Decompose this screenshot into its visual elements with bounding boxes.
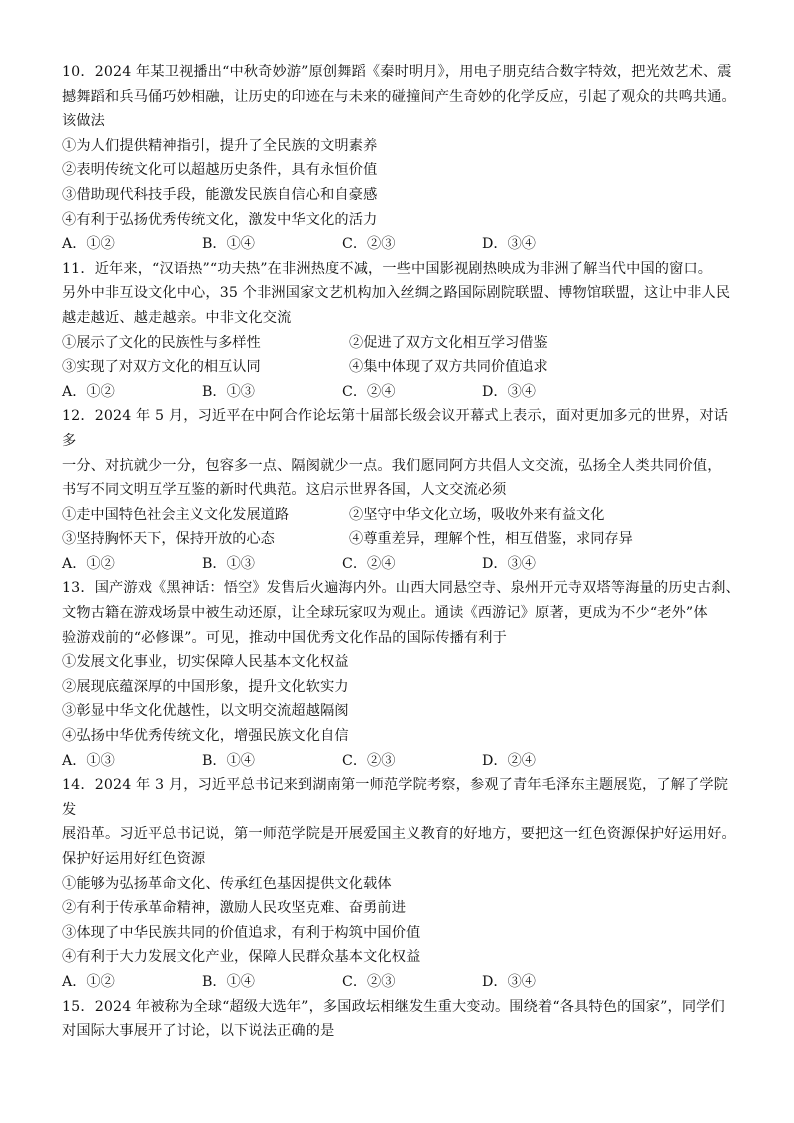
answer-b: B．①④ — [202, 236, 255, 253]
answer-c: C．②④ — [342, 555, 396, 572]
answer-b: B．①③ — [202, 555, 255, 572]
option-4: ④有利于弘扬优秀传统文化，激发中华文化的活力 — [62, 211, 378, 228]
question-stem-line: 保护好运用好红色资源 — [62, 851, 206, 867]
option-3: ③彰显中华文化优越性，以文明交流超越隔阂 — [62, 703, 349, 720]
option-3: ③坚持胸怀天下，保持开放的心态 — [62, 531, 275, 548]
option-3: ③借助现代科技手段，能激发民族自信心和自豪感 — [62, 186, 378, 203]
option-1: ①展示了文化的民族性与多样性 — [62, 334, 261, 351]
answer-choices — [62, 970, 742, 995]
question-stem-line: 该做法 — [62, 113, 106, 130]
answer-c: C．②③ — [342, 236, 396, 253]
question-15 — [62, 995, 742, 1044]
option-row — [62, 331, 742, 356]
question-stem-line: 文物古籍在游戏场景中被生动还原，让全球玩家叹为观止。通读《西游记》原著，更成为不少“老外”体 — [62, 605, 708, 622]
answer-d: D．③④ — [482, 383, 536, 400]
answer-choices — [62, 749, 742, 774]
answer-a: A．①② — [62, 236, 115, 253]
question-stem-line: 撼舞蹈和兵马俑巧妙相融，让历史的印迹在与未来的碰撞间产生奇妙的化学反应，引起了观众的共鸣共通。 — [62, 88, 736, 105]
option-2: ②促进了双方文化相互学习借鉴 — [349, 334, 548, 351]
answer-choices — [62, 232, 742, 257]
answer-b: B．①④ — [202, 752, 255, 769]
question-13 — [62, 576, 742, 773]
answer-d: D．②④ — [482, 752, 536, 769]
option-2: ②表明传统文化可以超越历史条件，具有永恒价值 — [62, 162, 378, 179]
option-row — [62, 527, 742, 552]
option-4: ④有利于大力发展文化产业，保障人民群众基本文化权益 — [62, 949, 421, 966]
option-1: ①走中国特色社会主义文化发展道路 — [62, 506, 290, 523]
question-stem-line: 15．2024 年被称为全球“超级大选年”，多国政坛相继发生重大变动。围绕着“各具特色的国家”，同学们 — [62, 998, 725, 1015]
question-stem-line: 越走越近、越走越亲。中非文化交流 — [62, 309, 292, 326]
option-3: ③体现了中华民族共同的价值追求，有利于构筑中国价值 — [62, 924, 421, 941]
answer-c: C．②③ — [342, 973, 396, 990]
answer-b: B．①④ — [202, 973, 255, 990]
option-4: ④弘扬中华优秀传统文化，增强民族文化自信 — [62, 728, 349, 745]
option-1: ①发展文化事业，切实保障人民基本文化权益 — [62, 654, 349, 671]
question-stem-line: 12．2024 年 5 月，习近平在中阿合作论坛第十届部长级会议开幕式上表示，面对更加多元的世界，对话多 — [62, 408, 729, 449]
question-stem-line: 11．近年来，“汉语热”“功夫热”在非洲热度不减，一些中国影视剧热映成为非洲了解当代中国的窗口。 — [62, 260, 713, 277]
answer-b: B．①③ — [202, 383, 255, 400]
question-10 — [62, 60, 742, 257]
question-stem-line: 另外中非互设文化中心，35 个非洲国家文艺机构加入丝绸之路国际剧院联盟、博物馆联盟，这让中非人民 — [62, 285, 731, 302]
exam-page — [62, 60, 742, 1044]
question-11 — [62, 257, 742, 405]
question-stem-line: 10．2024 年某卫视播出“中秋奇妙游”原创舞蹈《秦时明月》，用电子朋克结合数字特效，把光效艺术、震 — [62, 64, 732, 80]
question-stem-line: 展沿革。习近平总书记说，第一师范学院是开展爱国主义教育的好地方，要把这一红色资源保护好运用好。 — [62, 826, 736, 843]
option-1: ①为人们提供精神指引，提升了全民族的文明素养 — [62, 137, 378, 154]
answer-d: D．③④ — [482, 236, 536, 253]
question-stem-line: 书写不同文明互学互鉴的新时代典范。这启示世界各国，人文交流必须 — [62, 482, 507, 499]
option-2: ②有利于传承革命精神，激励人民攻坚克难、奋勇前进 — [62, 900, 407, 917]
option-row — [62, 503, 742, 528]
option-2: ②展现底蕴深厚的中国形象，提升文化软实力 — [62, 678, 349, 695]
answer-a: A．①② — [62, 383, 115, 400]
option-3: ③实现了对双方文化的相互认同 — [62, 359, 261, 376]
option-row — [62, 355, 742, 380]
answer-a: A．①② — [62, 555, 115, 572]
option-4: ④尊重差异，理解个性，相互借鉴，求同存异 — [349, 531, 633, 548]
question-stem-line: 14．2024 年 3 月，习近平总书记来到湖南第一师范学院考察，参观了青年毛泽东主题展览，了解了学院发 — [62, 777, 729, 818]
option-4: ④集中体现了双方共同价值追求 — [349, 359, 548, 376]
question-stem-line: 13．国产游戏《黑神话：悟空》发售后火遍海内外。山西大同悬空寺、泉州开元寺双塔等海量的历史古刹、 — [62, 580, 740, 597]
question-12 — [62, 404, 742, 576]
option-2: ②坚守中华文化立场，吸收外来有益文化 — [349, 506, 605, 523]
question-stem-line: 验游戏前的“必修课”。可见，推动中国优秀文化作品的国际传播有利于 — [62, 629, 507, 646]
answer-a: A．①③ — [62, 752, 115, 769]
answer-d: D．③④ — [482, 555, 536, 572]
answer-d: D．③④ — [482, 973, 536, 990]
question-stem-line: 一分、对抗就少一分，包容多一点、隔阂就少一点。我们愿同阿方共倡人文交流，弘扬全人类共同价值， — [62, 457, 722, 474]
answer-choices — [62, 552, 742, 577]
answer-c: C．②③ — [342, 752, 396, 769]
option-1: ①能够为弘扬革命文化、传承红色基因提供文化载体 — [62, 875, 392, 892]
answer-choices — [62, 380, 742, 405]
answer-a: A．①② — [62, 973, 115, 990]
question-14 — [62, 773, 742, 994]
answer-c: C．②④ — [342, 383, 396, 400]
question-stem-line: 对国际大事展开了讨论，以下说法正确的是 — [62, 1023, 335, 1040]
